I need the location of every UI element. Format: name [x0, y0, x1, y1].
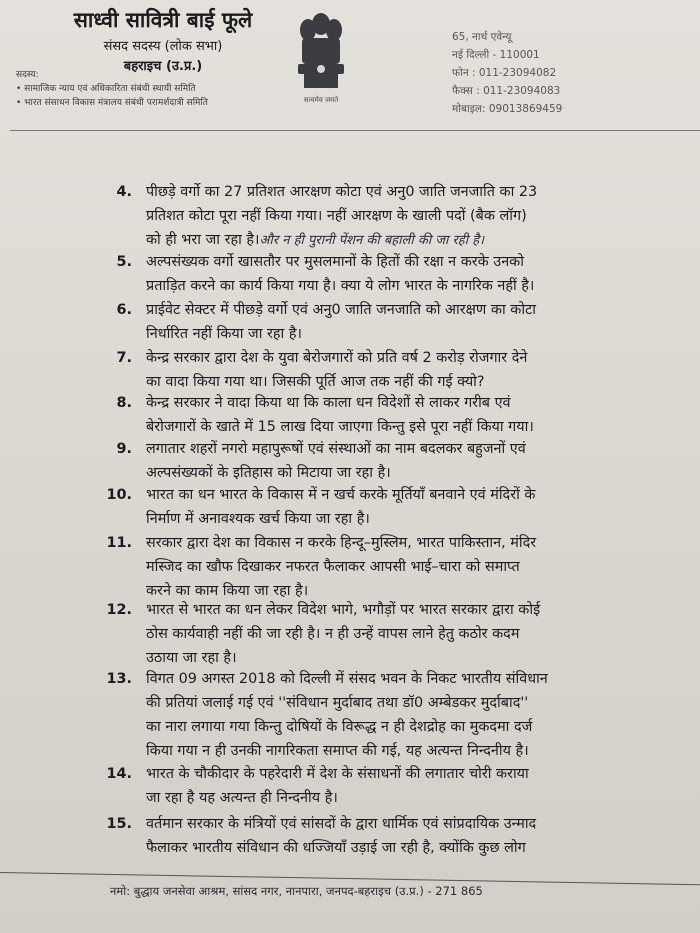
item-text	[146, 531, 666, 603]
item-text	[146, 483, 666, 531]
member-label: सदस्य:	[16, 70, 39, 80]
item-line: अल्पसंख्यक वर्गो खासतौर पर मुसलमानों के हितों की रक्षा न करके उनको	[146, 254, 524, 270]
item-text	[146, 346, 666, 394]
item-number: 7.	[116, 350, 132, 366]
item-line: का नारा लगाया गया किन्तु दोषियों के विरूद्ध न ही देशद्रोह का मुकदमा दर्ज	[146, 719, 533, 735]
item-text	[146, 667, 666, 763]
item-line: केन्द्र सरकार द्वारा देश के युवा बेरोजगारों को प्रति वर्ष 2 करोड़ रोजगार देने	[146, 350, 528, 366]
item-number: 14.	[106, 766, 132, 782]
item-line: वर्तमान सरकार के मंत्रियों एवं सांसदों के द्वारा धार्मिक एवं सांप्रदायिक उन्माद	[146, 816, 537, 832]
item-number: 9.	[116, 441, 132, 457]
item-line: अल्पसंख्यकों के इतिहास को मिटाया जा रहा है।	[146, 465, 391, 481]
letterhead-divider	[10, 130, 700, 131]
item-number: 15.	[106, 816, 132, 832]
item-line: उठाया जा रहा है।	[146, 650, 237, 666]
item-line: प्रताड़ित करने का कार्य किया गया है। क्या ये लोग भारत के नागरिक नहीं है।	[146, 278, 535, 294]
item-line: फैलाकर भारतीय संविधान की धज्जियाँ उड़ाई जा रही है, क्योंकि कुछ लोग	[146, 840, 526, 856]
item-line: भारत से भारत का धन लेकर विदेश भागे, भगौड़ों पर भारत सरकार द्वारा कोई	[146, 602, 541, 618]
item-line: निर्धारित नहीं किया जा रहा है।	[146, 326, 302, 342]
contact-block	[452, 28, 682, 118]
item-line: सरकार द्वारा देश का विकास न करके हिन्दू–मुस्लिम, भारत पाकिस्तान, मंदिर	[146, 535, 537, 551]
fax-line: फैक्स : 011-23094083	[452, 85, 561, 97]
item-line: किया गया न ही उनकी नागरिकता समाप्त की गई, यह अत्यन्त निन्दनीय है।	[146, 743, 529, 759]
phone-line: फोन : 011-23094082	[452, 67, 557, 79]
item-text	[146, 298, 666, 346]
committee-block	[16, 68, 316, 110]
item-line: ठोस कार्यवाही नहीं की जा रही है। न ही उन्हें वापस लाने हेतु कठोर कदम	[146, 626, 520, 642]
item-number: 10.	[106, 487, 132, 503]
item-text	[146, 250, 666, 298]
item-line: विगत 09 अगस्त 2018 को दिल्ली में संसद भवन के निकट भारतीय संविधान	[146, 671, 548, 687]
state-emblem-icon	[292, 8, 350, 100]
item-line-text: को ही भरा जा रहा है।	[146, 232, 260, 248]
item-line: जा रहा है यह अत्यन्त ही निन्दनीय है।	[146, 790, 338, 806]
mobile-line: मोबाइल: 09013869459	[452, 103, 563, 115]
item-line: का वादा किया गया था। जिसकी पूर्ति आज तक नहीं की गई क्यो?	[146, 374, 485, 390]
item-number: 11.	[106, 535, 132, 551]
item-line: बेरोजगारों के खाते में 15 लाख दिया जाएगा किन्तु इसे पूरा नहीं किया गया।	[146, 419, 534, 435]
item-line: भारत के चौकीदार के पहरेदारी में देश के संसाधनों की लगातार चोरी कराया	[146, 766, 529, 782]
address-line: नई दिल्ली - 110001	[452, 49, 540, 61]
footer-address: नमो: बुद्धाय जनसेवा आश्रम, सांसद नगर, नानपारा, जनपद-बहराइच (उ.प्र.) - 271 865	[110, 884, 483, 898]
mp-designation: संसद सदस्य (लोक सभा)	[103, 39, 223, 54]
item-line: प्रतिशत कोटा पूरा नहीं किया गया। नहीं आरक्षण के खाली पदों (बैक लॉग)	[146, 208, 527, 224]
address-line: 65, नार्थ एवेन्यू	[452, 31, 512, 43]
item-number: 12.	[106, 602, 132, 618]
item-number: 13.	[106, 671, 132, 687]
item-text	[146, 812, 666, 860]
emblem-caption: सत्यमेव जयते	[303, 96, 339, 104]
item-text	[146, 437, 666, 485]
item-line: करने का काम किया जा रहा है।	[146, 583, 309, 599]
committee-item: • भारत संसाधन विकास मंत्रालय संबंधी परामर्शदात्री समिति	[16, 98, 208, 108]
item-number: 5.	[116, 254, 132, 270]
item-line: पीछड़े वर्गो का 27 प्रतिशत आरक्षण कोटा एवं अनु0 जाति जनजाति का 23	[146, 184, 538, 200]
item-text	[146, 762, 666, 810]
mp-constituency: बहराइच (उ.प्र.)	[123, 59, 203, 74]
item-line: की प्रतियां जलाई गई एवं ''संविधान मुर्दाबाद तथा डॉ0 अम्बेडकर मुर्दाबाद''	[146, 695, 529, 711]
handwritten-note: और न ही पुरानी पेंशन की बहाली की जा रही है।	[259, 233, 485, 248]
item-text	[146, 180, 666, 253]
item-text	[146, 598, 666, 670]
item-number: 8.	[116, 395, 132, 411]
item-line: भारत का धन भारत के विकास में न खर्च करके मूर्तियाँ बनवाने एवं मंदिरों के	[146, 487, 536, 503]
letterhead-left	[18, 6, 308, 74]
item-text	[146, 391, 666, 439]
item-line: प्राईवेट सेक्टर में पीछड़े वर्गो एवं अनु0 जाति जनजाति को आरक्षण का कोटा	[146, 302, 537, 318]
item-number: 6.	[116, 302, 132, 318]
committee-item: • सामाजिक न्याय एवं अधिकारिता संबंधी स्थायी समिति	[16, 84, 196, 94]
letterhead	[0, 0, 700, 130]
mp-name: साध्वी सावित्री बाई फूले	[73, 8, 253, 32]
item-line: केन्द्र सरकार ने वादा किया था कि काला धन विदेशों से लाकर गरीब एवं	[146, 395, 511, 411]
item-line: लगातार शहरों नगरो महापुरूषों एवं संस्थाओं का नाम बदलकर बहुजनों एवं	[146, 441, 526, 457]
item-number: 4.	[116, 184, 132, 200]
item-line: निर्माण में अनावश्यक खर्च किया जा रहा है।	[146, 511, 370, 527]
item-line: मस्जिद का खौफ दिखाकर नफरत फैलाकर आपसी भाई–चारा को समाप्त	[146, 559, 520, 575]
